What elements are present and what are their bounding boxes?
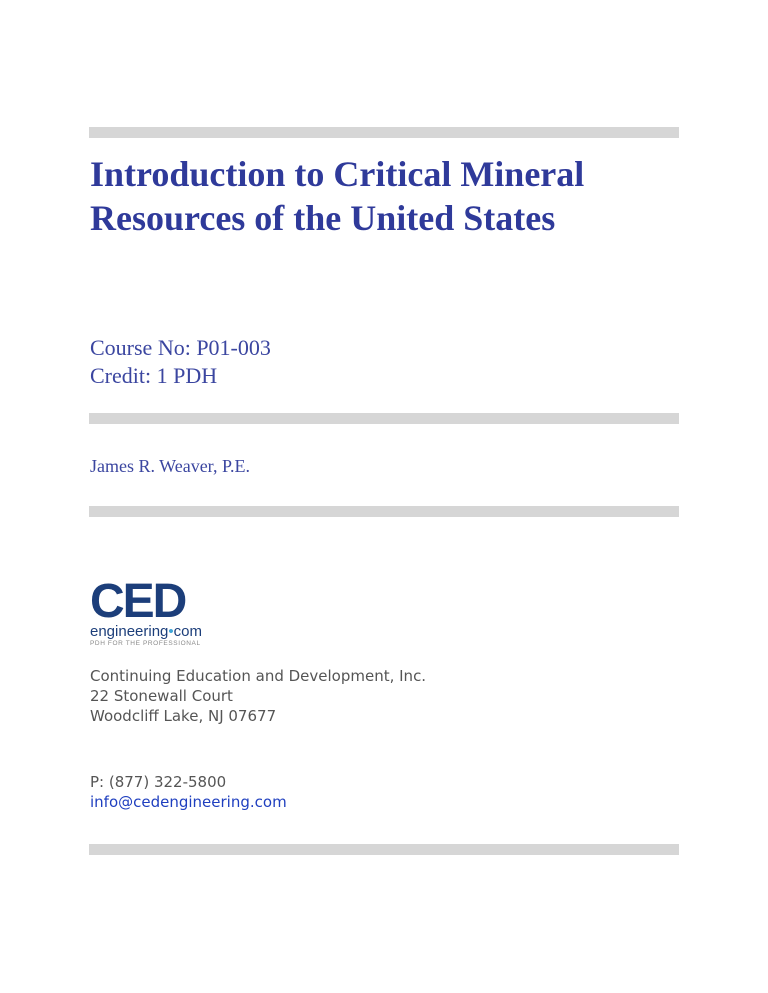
divider-bottom: [89, 844, 679, 855]
logo-tagline: PDH FOR THE PROFESSIONAL: [90, 640, 201, 647]
logo-main-text: CED: [90, 575, 186, 628]
logo-sub-name: engineering: [90, 623, 169, 640]
title-line-1: Introduction to Critical Mineral: [90, 154, 585, 194]
logo-sub-text: [90, 624, 250, 640]
logo-dot: •: [168, 623, 174, 640]
course-credit: Credit: 1 PDH: [90, 363, 218, 388]
title-line-2: Resources of the United States: [90, 198, 556, 238]
company-name: Continuing Education and Development, Inc.: [90, 667, 427, 685]
logo-sub-tld: com: [173, 623, 203, 640]
course-info: [90, 334, 271, 390]
divider-2: [89, 413, 679, 424]
author-name: James R. Weaver, P.E.: [90, 456, 250, 476]
company-city: Woodcliff Lake, NJ 07677: [90, 707, 277, 725]
company-email-link[interactable]: info@cedengineering.com: [90, 793, 287, 811]
company-street: 22 Stonewall Court: [90, 687, 233, 705]
company-phone: P: (877) 322-5800: [90, 773, 227, 791]
company-address: [90, 666, 426, 726]
course-number: Course No: P01-003: [90, 335, 271, 360]
divider-3: [89, 506, 679, 517]
divider-top: [89, 127, 679, 138]
ced-logo: [90, 575, 250, 650]
company-contact: [90, 772, 287, 812]
document-title: [90, 152, 584, 240]
